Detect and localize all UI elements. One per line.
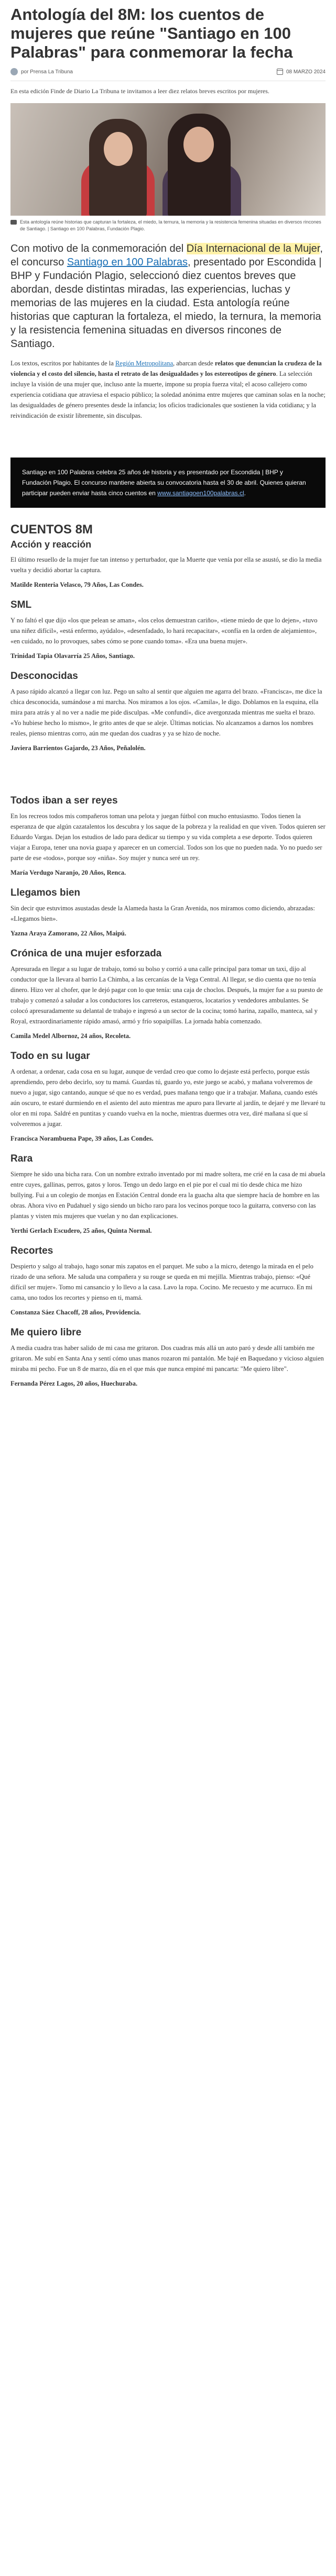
article-title: Antología del 8M: los cuentos de mujeres que reúne "Santiago en 100 Palabras" para conmemorar la fecha — [10, 5, 293, 61]
story-signature: María Verdugo Naranjo, 20 Años, Renca. — [10, 869, 126, 876]
story-signature: Matilde Renteria Velasco, 79 Años, Las Condes. — [10, 581, 144, 588]
story — [10, 599, 326, 661]
story-title: Llegamos bien — [10, 887, 81, 898]
story — [10, 539, 326, 590]
photo-face-right — [183, 127, 214, 162]
photo-face-left — [104, 132, 133, 166]
story-title: Desconocidas — [10, 671, 78, 682]
calendar-icon — [277, 69, 283, 75]
spacer — [10, 421, 326, 458]
story-signature: Yerthi Gerlach Escudero, 25 años, Quinta Normal. — [10, 1227, 152, 1234]
story-paragraph: Sin decir que estuvimos asustadas desde la Alameda hasta la Gran Avenida, nos miramos como diciendo, abrazadas: «Llegamos bien». — [10, 905, 315, 922]
lead-paragraph — [10, 242, 326, 351]
story-title: Todos iban a ser reyes — [10, 795, 118, 806]
page-footer-space — [10, 1389, 326, 1404]
lead-text-1: Con motivo de la conmemoración del — [10, 243, 187, 254]
story-title: Todo en su lugar — [10, 1051, 90, 1062]
story-signature: Fernanda Pérez Lagos, 20 años, Huechuraba. — [10, 1380, 138, 1387]
banner-text-2: . — [244, 489, 246, 497]
lead-text-2: , el concurso — [10, 243, 323, 268]
story-paragraph: En los recreos todos mis compañeros toman una pelota y juegan fútbol con mucho entusiasmo. Todos tienen la esperanza de que algún cazatalentos los descubra y los saque de la pobreza y la realidad en que viven. Todos quieren ser Eduardo Vargas. Dejan los estudios de lado para dedicar su tiempo y su vida completa a ese deporte. Todos quieren viajar a Europa, tener una novia guapa y aparecer en un comercial. Todos son los que no pueden nada. Yo no puedo ser parte de ese «todos», porque soy «niña». Soy mujer y nunca seré un rey. — [10, 812, 326, 862]
body-text-1: Los textos, escritos por habitantes de la — [10, 360, 115, 367]
banner-link[interactable]: www.santiagoen100palabras.cl — [157, 489, 244, 497]
camera-icon — [10, 220, 17, 225]
lead-highlight: Día Internacional de la Mujer — [186, 243, 320, 254]
story-signature: Camila Medel Albornoz, 24 años, Recoleta. — [10, 1032, 131, 1040]
story — [10, 1245, 326, 1318]
story — [10, 1051, 326, 1144]
story-paragraph: A paso rápido alcanzó a llegar con luz. Pego un salto al sentir que alguien me agarra del brazo. «Francisca», me dice la chica desconocida, sumándose a mi marcha. Nos miramos a los ojos. «Camila», le digo. Doblamos en la esquina, ella mira para atrás y al no ver a nadie me pide disculpas. «Me confundí», dice avergonzada mientras me suelta el brazo. «Yo hubiese hecho lo mismo», le grito antes de que se aleje. Últimas noticias. No alcanzamos a darnos los nombres reales, pienso mientras corro, aún me quedan dos cuadras y ya se hizo de noche. — [10, 688, 322, 737]
author-name[interactable]: por Prensa La Tribuna — [21, 69, 73, 75]
story-signature: Yazna Araya Zamorano, 22 Años, Maipú. — [10, 930, 126, 937]
body-text-2: , abarcan desde — [173, 360, 215, 367]
story — [10, 671, 326, 753]
story-title: Acción y reacción — [10, 539, 92, 550]
section-title: CUENTOS 8M — [10, 522, 93, 537]
byline — [10, 68, 326, 75]
story-paragraph: Apresurada en llegar a su lugar de trabajo, tomó su bolso y corrió a una calle principal para tomar un taxi, dijo al conductor que la llevara al barrio La Chimba, a las cercanías de la Vega Central. Al llegar, se dio cuenta que no tenía dinero. Hizo ver al chofer, que le dejó pagar con lo que tenía: una caja de choclos. Después, la mujer fue a su puesto de trabajo y comenzó a saludar a los conductores los carreteros, estanqueros, locatarios y vendedores ambulantes. Se colocó apresuradamente su delantal de trabajo e ingresó a un sector de la cocina; tomó harina, zapallo, manteca, sal y Royal, extraordinariamente rápido amasó, armó y frío sopaipillas. La jornada había comenzado. — [10, 965, 323, 1025]
banner-text-1: Santiago en 100 Palabras celebra 25 años de historia y es presentado por Escondida | BHP y Fundación Plagio. El concurso mantiene abierta su convocatoria hasta el 30 de abril. Quienes quieran participar pueden enviar hasta cinco cuentos en — [22, 469, 306, 497]
publish-date: 08 MARZO 2024 — [286, 69, 326, 75]
contest-link[interactable]: Santiago en 100 Palabras — [67, 257, 188, 268]
photo-caption-text: Esta antología reúne historias que capturan la fortaleza, el miedo, la ternura, la memoria y la resistencia femenina situadas en diversos rincones de Santiago. | Santiago en 100 Palabras, Fundación Plagio. — [20, 219, 321, 231]
story — [10, 887, 326, 939]
story-paragraph: Siempre he sido una bicha rara. Con un nombre extraño inventado por mi madre soltera, me crié en la casa de mi abuela entre cuyes, gallinas, perros, gatos y loros. Tengo un dedo largo en el pie por el cual mi tío desde chica me hizo bullying. Fui a un colegio de monjas en Estación Central donde era la guacha alta que siempre hacía de hombre en las obras. Ahora vivo en Pudahuel y sigo siendo un bicho raro para los vecinos porque toco la guitarra, converso con las plantas y visten mis mujeres que vuelan y no dan explicaciones. — [10, 1170, 326, 1220]
author-block[interactable] — [10, 68, 73, 75]
story — [10, 948, 326, 1041]
story — [10, 1153, 326, 1236]
author-avatar-icon — [10, 68, 18, 75]
story-title: Crónica de una mujer esforzada — [10, 948, 162, 959]
body-bold-text: relatos que denuncian la crudeza de la violencia y el costo del silencio, hasta el retrato de las desigualdades y los estereotipos de género — [10, 360, 322, 377]
story-paragraph: Despierto y salgo al trabajo, hago sonar mis zapatos en el parquet. Me subo a la micro, detengo la mirada en el pelo rizado de una señora. Me saluda una compañera y su rouge se queda en mi mejilla. Mientras trabajo, pienso: «Qué difícil ser mujer». Tomo mi cansancio y lo llevo a la casa. Lavo la ropa. Cocino. Me recuesto y me acurruco. En mi cama, uno todos los recortes y pienso en ti, mamá. — [10, 1263, 313, 1301]
contest-banner — [10, 458, 326, 508]
date-block — [277, 69, 326, 75]
story-paragraph: A media cuadra tras haber salido de mi casa me gritaron. Dos cuadras más allá un auto paró y desde allí también me gritaron. Me subí en Santa Ana y sentí cómo unas manos rozaron mi pantalón. Me bajé en Baquedano y vicioso alguien miraba mi pecho. Fue un 8 de marzo, día en el que más que nunca empiné mi pancarta: "Me quiero libre". — [10, 1344, 324, 1373]
photo-caption — [10, 219, 326, 232]
lead-text-3: , presentado por Escondida | BHP y Fundación Plagio, seleccionó diez cuentos breves que abordan, desde distintas miradas, las experiencias, luchas y memorias de las mujeres en la ciudad. Esta antología reúne historias que capturan la fortaleza, el miedo, la ternura, la memoria y la resistencia femenina situadas en diversos rincones de Santiago. — [10, 257, 322, 350]
story-signature: Trinidad Tapia Olavarría 25 Años, Santiago. — [10, 652, 135, 660]
story-signature: Francisca Norambuena Pape, 39 años, Las Condes. — [10, 1135, 154, 1142]
story — [10, 795, 326, 878]
story-title: SML — [10, 599, 32, 610]
hero-photo — [10, 103, 326, 216]
stories-list — [10, 539, 326, 1389]
story — [10, 1327, 326, 1389]
story-title: Recortes — [10, 1245, 53, 1256]
region-link[interactable]: Región Metropolitana — [115, 360, 173, 367]
article-intro: En esta edición Finde de Diario La Tribuna te invitamos a leer diez relatos breves escritos por mujeres. — [10, 87, 269, 95]
story-signature: Javiera Barrientos Gajardo, 23 Años, Peñalolén. — [10, 744, 146, 752]
story-paragraph: A ordenar, a ordenar, cada cosa en su lugar, aunque de verdad creo que como lo dejaste está perfecto, porque estás aprendiendo, pero debo decirlo, soy tu mamá. Guardas tú, guardo yo, este juego se acabó, y mañana volveremos de nuevo a jugar, sigo cantando, aunque sé que no es verdad, pues mañana tengo que ir a trabajar. Mañana, cuando estés aún oscuro, te estaré durmiendo en el asiento del auto mientras me apuro para llevarte al jardín, te dejaré y me llevaré tu olor en mi ropa. Saldré en puntitas y cuando vuelva en la noche, mientras duermes otra vez, diré mañana sí que sí volveremos a jugar. — [10, 1068, 326, 1128]
story-paragraph: Y no faltó el que dijo «los que pelean se aman», «los celos demuestran cariño», «tiene miedo de que lo dejen», «tuvo una niñez difícil», «está enfermo, ayúdalo», «desenfadado, lo hará recapacitar», «confía en la orden de alejamiento», «en cuidado, no lo provoques, sabes cómo se pone cuando toma». «Era una buena mujer». — [10, 617, 318, 645]
story-paragraph: El último resuello de la mujer fue tan intenso y perturbador, que la Muerte que venía por ella se asustó, se dio la media vuelta y decidió abortar la captura. — [10, 556, 322, 574]
story-signature: Constanza Sáez Chacoff, 28 años, Providencia. — [10, 1309, 141, 1316]
story-title: Rara — [10, 1153, 33, 1164]
body-text-3: . La selección incluye la visión de una mujer que, incluso ante la muerte, impone su propia fuerza vital; el acoso callejero como experiencia cotidiana que atraviesa el espacio público; la soledad anónima entre mujeres que caminan solas en la noche; las desigualdades de género presentes desde la infancia; los oficios tradicionales que sostienen la vida cotidiana; y la reivindicación de existir libremente, sin disculpas. — [10, 370, 326, 419]
body-paragraph — [10, 358, 326, 421]
story-title: Me quiero libre — [10, 1327, 82, 1338]
